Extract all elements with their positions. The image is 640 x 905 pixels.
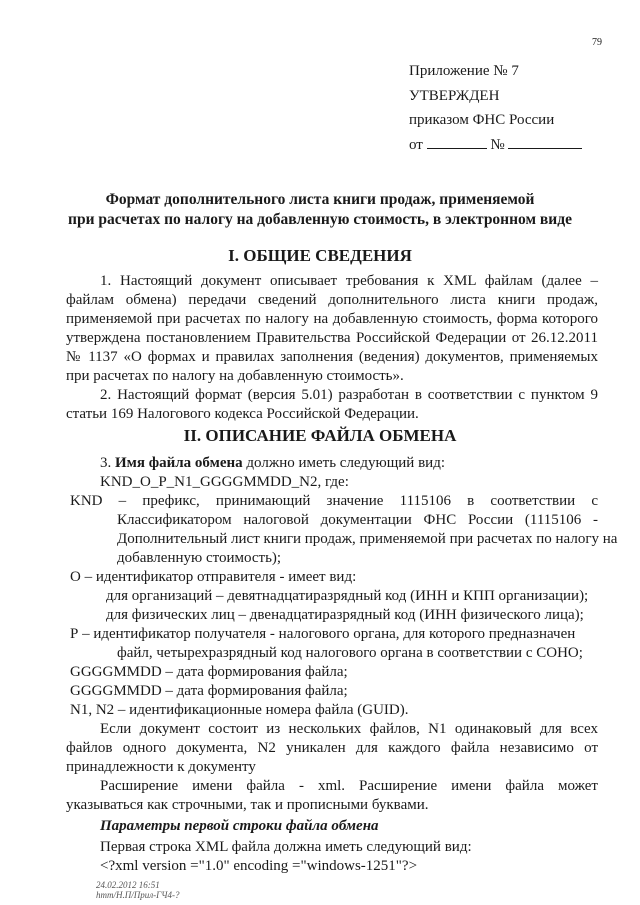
knd-line: добавленную стоимость); — [117, 550, 282, 566]
p2-line: статьи 169 Налогового кодекса Российской Федерации. — [66, 406, 419, 422]
p3-rest: должно иметь следующий вид: — [246, 455, 445, 471]
extension-line: Расширение имени файла - xml. Расширение имени файла может — [100, 778, 598, 794]
footer-stamp — [96, 880, 180, 900]
p1-line: № 1137 «О формах и правилах заполнения (ведения) документов, применяемых — [66, 349, 598, 365]
extension-line: указываться как строчными, так и прописными буквами. — [66, 797, 429, 813]
number-label: № — [490, 137, 505, 153]
date-code-line: GGGGMMDD – дата формирования файла; — [70, 683, 348, 699]
order-date-line — [409, 136, 582, 154]
date-code-line: GGGGMMDD – дата формирования файла; — [70, 664, 348, 680]
footer-datetime: 24.02.2012 16:51 — [96, 880, 160, 890]
p1-line: применяемой при расчетах по налогу на добавленную стоимость, форма которого — [66, 311, 598, 327]
xml-declaration: <?xml version ="1.0" encoding ="windows-1251"?> — [100, 858, 418, 874]
date-blank — [427, 136, 487, 149]
p3-number: 3. — [100, 455, 112, 471]
appendix-number: Приложение № 7 — [409, 63, 519, 79]
multi-file-line: файлов одного документа, N2 уникален для каждого файла независимо от — [66, 740, 598, 756]
approved-label: УТВЕРЖДЕН — [409, 88, 500, 104]
p2-line: 2. Настоящий формат (версия 5.01) разработан в соответствии с пунктом 9 — [100, 387, 598, 403]
number-blank — [508, 136, 582, 149]
file-name-term: Имя файла обмена — [115, 455, 243, 471]
params-heading: Параметры первой строки файла обмена — [100, 818, 379, 834]
doc-title-line-1: Формат дополнительного листа книги продаж, применяемой — [105, 191, 535, 208]
sender-org-line: для организаций – девятнадцатиразрядный код (ИНН и КПП организации); — [106, 588, 589, 604]
from-label: от — [409, 137, 423, 153]
p1-line: при расчетах по налогу на добавленную стоимость». — [66, 368, 404, 384]
p3-line — [100, 455, 445, 472]
guid-line: N1, N2 – идентификационные номера файла (GUID). — [70, 702, 409, 718]
doc-title-line-2: при расчетах по налогу на добавленную стоимость, в электронном виде — [68, 211, 572, 228]
page-number: 79 — [592, 37, 602, 48]
footer-path: hmm/Н.П/Прил-ГЧ4-? — [96, 890, 180, 900]
first-line-text: Первая строка XML файла должна иметь следующий вид: — [100, 839, 472, 855]
multi-file-line: Если документ состоит из нескольких файлов, N1 одинаковый для всех — [100, 721, 598, 737]
p1-line: 1. Настоящий документ описывает требования к XML файлам (далее – — [100, 273, 598, 289]
receiver-id-line: файл, четырехразрядный код налогового органа в соответствии с СОНО; — [117, 645, 583, 661]
section-1-heading: I. ОБЩИЕ СВЕДЕНИЯ — [228, 246, 412, 265]
knd-line: KND – префикс, принимающий значение 1115106 в соответствии с — [70, 493, 598, 509]
multi-file-line: принадлежности к документу — [66, 759, 256, 775]
knd-line: Дополнительный лист книги продаж, применяемой при расчетах по налогу на — [117, 531, 618, 547]
sender-id-line: О – идентификатор отправителя - имеет вид: — [70, 569, 357, 585]
sender-person-line: для физических лиц – двенадцатиразрядный код (ИНН физического лица); — [106, 607, 584, 623]
receiver-id-line: Р – идентификатор получателя - налогового органа, для которого предназначен — [70, 626, 576, 642]
p1-line: файлам обмена) передачи сведений дополнительного листа книги продаж, — [66, 292, 598, 308]
section-2-heading: II. ОПИСАНИЕ ФАЙЛА ОБМЕНА — [183, 426, 457, 445]
file-name-pattern: KND_O_P_N1_GGGGMMDD_N2, где: — [100, 474, 349, 490]
knd-line: Классификатором налоговой документации ФНС России (1115106 - — [117, 512, 598, 528]
order-label: приказом ФНС России — [409, 112, 555, 128]
p1-line: утверждена постановлением Правительства Российской Федерации от 26.12.2011 — [66, 330, 598, 346]
